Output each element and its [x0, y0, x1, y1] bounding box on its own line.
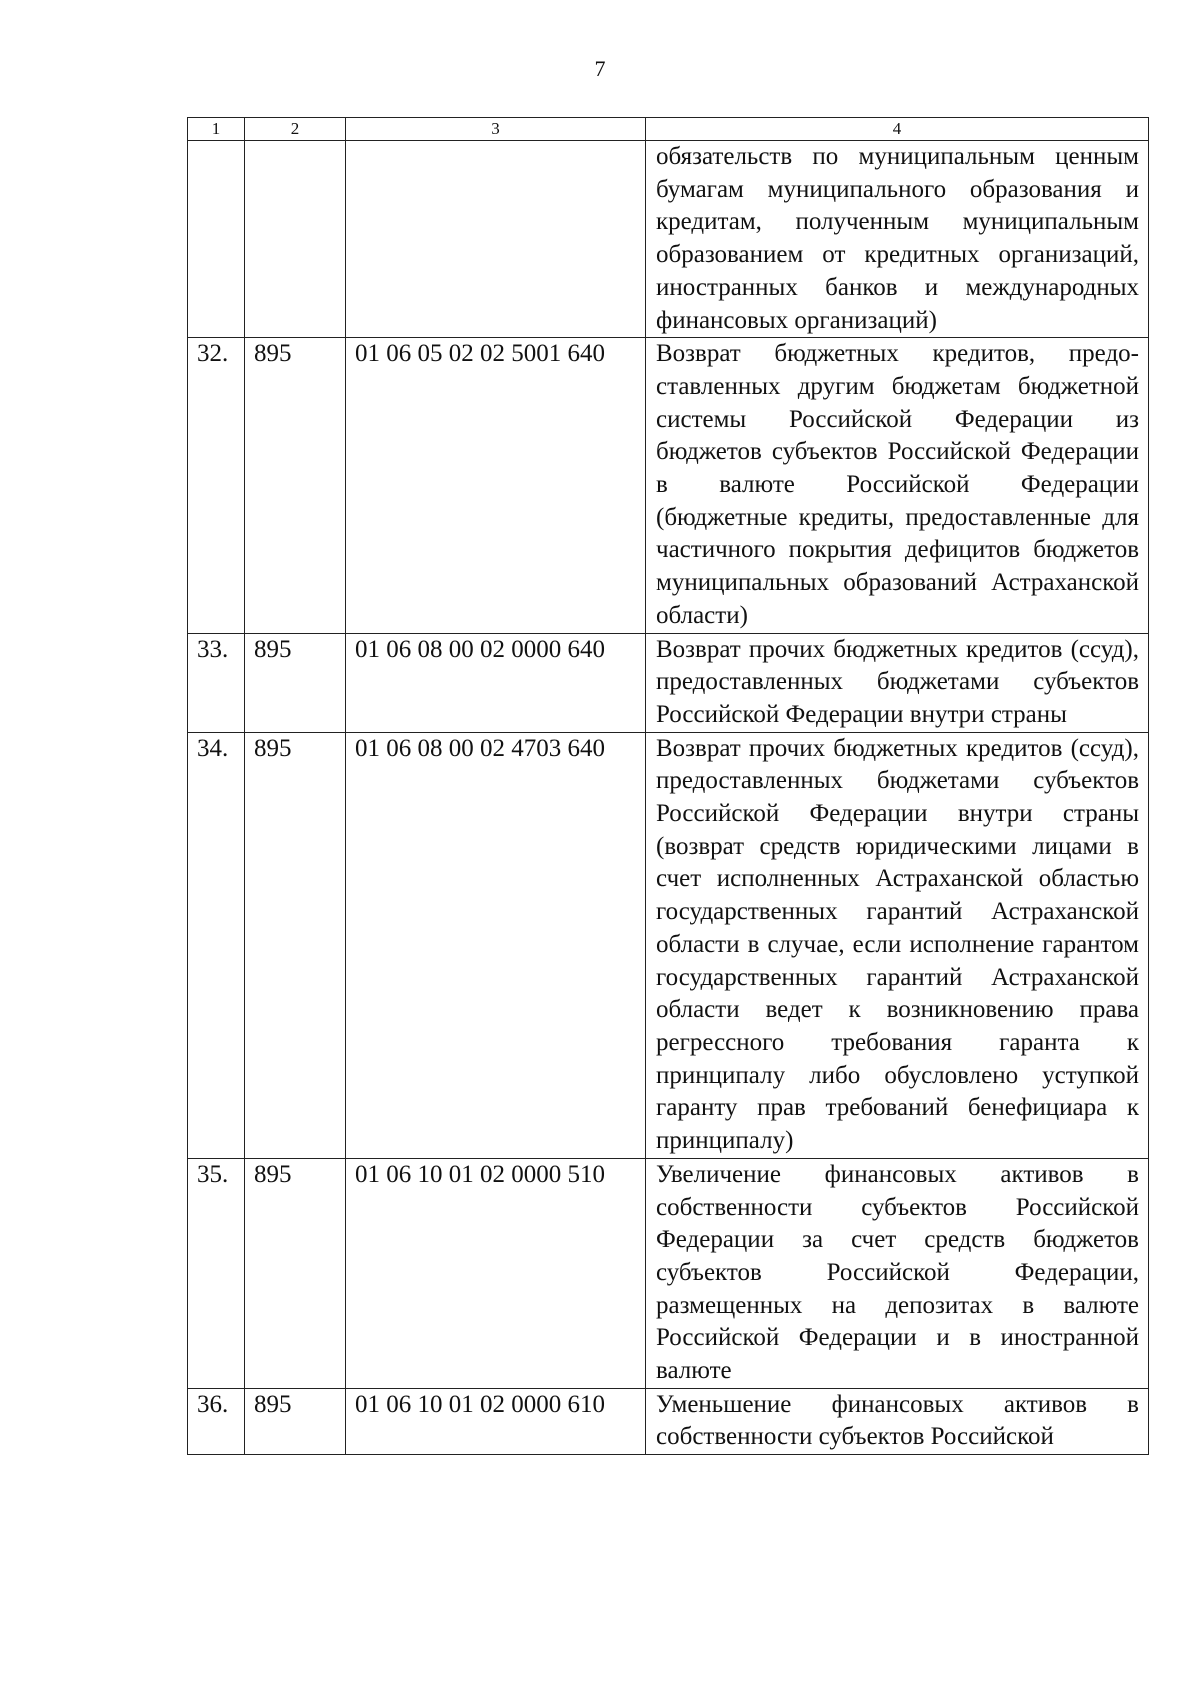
row-number: 33.: [188, 633, 245, 732]
budget-codes-table: [187, 117, 1149, 1455]
table-row: [188, 1158, 1149, 1388]
page-number: 7: [594, 56, 606, 81]
source-name: Возврат прочих бюджетных кредитов (ссуд), предоставленных бюджетами субъектов Российской Федерации внутри страны (возврат средств юридическими лицами в счет исполненных Астраханской областью государственных гарантий Астраханской области в случае, если исполнение гарантом государственных гарантий Астраханской области ведет к возникновению права регрессного требования гаранта к принципалу либо обусловлено уступкой гаранту прав требований бенефициара к принципалу): [646, 732, 1149, 1158]
column-number-row: [188, 118, 1149, 141]
budget-classification-code: [346, 141, 646, 338]
row-number: 36.: [188, 1388, 245, 1454]
source-name: Увеличение финансовых активов в собственности субъектов Российской Федерации за счет средств бюджетов субъектов Российской Федерации, размещенных на депозитах в валюте Российской Федерации и в иностранной валюте: [646, 1158, 1149, 1388]
column-header-2: 2: [245, 118, 346, 141]
administrator-code: 895: [245, 633, 346, 732]
budget-classification-code: 01 06 08 00 02 4703 640: [346, 732, 646, 1158]
administrator-code: 895: [245, 1158, 346, 1388]
row-number: 34.: [188, 732, 245, 1158]
table-row: [188, 732, 1149, 1158]
row-number: [188, 141, 245, 338]
row-number: 32.: [188, 338, 245, 633]
column-header-3: 3: [346, 118, 646, 141]
source-name: Возврат бюджетных кредитов, предо-ставленных другим бюджетам бюджетной системы Российской Федерации из бюджетов субъектов Российской Федерации в валюте Российской Федерации (бюджетные кредиты, предоставленные для частичного покрытия дефицитов бюджетов муниципальных образований Астраханской области): [646, 338, 1149, 633]
budget-classification-code: 01 06 08 00 02 0000 640: [346, 633, 646, 732]
table-row: [188, 141, 1149, 338]
budget-classification-code: 01 06 05 02 02 5001 640: [346, 338, 646, 633]
table-row: [188, 633, 1149, 732]
budget-classification-code: 01 06 10 01 02 0000 610: [346, 1388, 646, 1454]
source-name: Возврат прочих бюджетных кредитов (ссуд), предоставленных бюджетами субъектов Российской Федерации внутри страны: [646, 633, 1149, 732]
administrator-code: 895: [245, 338, 346, 633]
table-row: [188, 1388, 1149, 1454]
column-header-1: 1: [188, 118, 245, 141]
administrator-code: [245, 141, 346, 338]
budget-classification-code: 01 06 10 01 02 0000 510: [346, 1158, 646, 1388]
row-number: 35.: [188, 1158, 245, 1388]
table-row: [188, 338, 1149, 633]
administrator-code: 895: [245, 1388, 346, 1454]
administrator-code: 895: [245, 732, 346, 1158]
column-header-4: 4: [646, 118, 1149, 141]
source-name: Уменьшение финансовых активов в собственности субъектов Российской: [646, 1388, 1149, 1454]
source-name: обязательств по муниципальным ценным бумагам муниципального образования и кредитам, полученным муниципальным образованием от кредитных организаций, иностранных банков и международных финансовых организаций): [646, 141, 1149, 338]
